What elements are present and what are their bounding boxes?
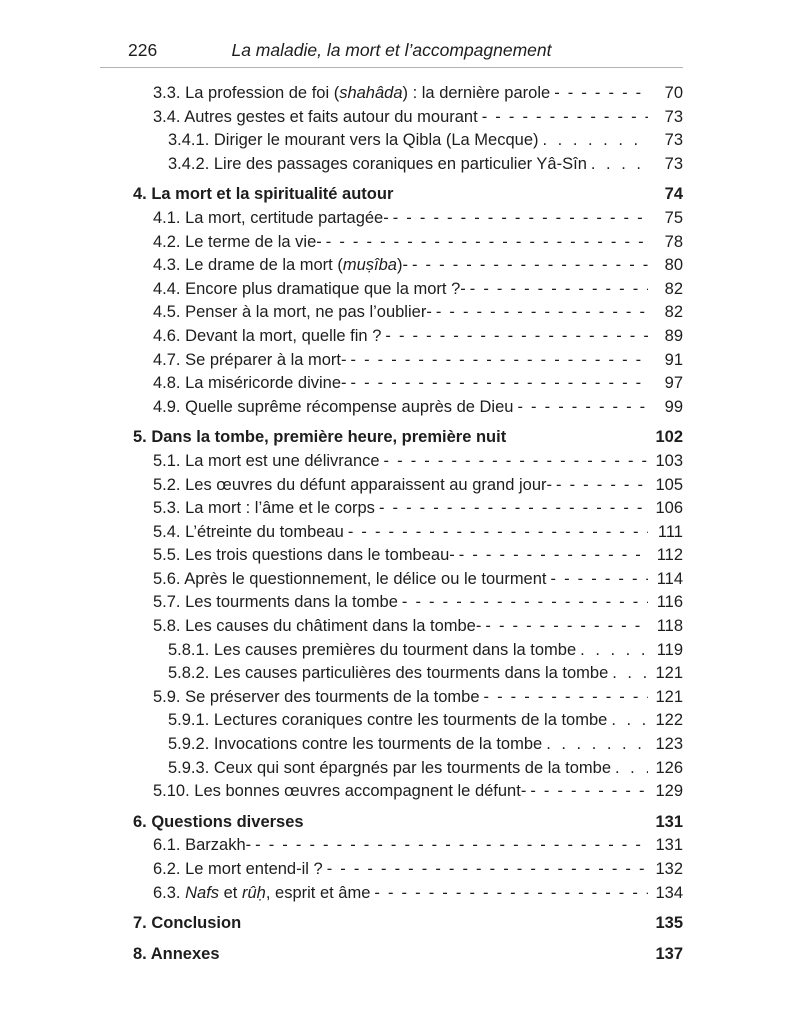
leader-dots: [607, 709, 648, 733]
toc-entry: [100, 231, 683, 255]
toc-entry-label: 3.4.1. Diriger le mourant vers la Qibla (La Mecque): [168, 131, 539, 150]
toc-entry-page: 91: [664, 350, 683, 369]
toc-entry: [100, 278, 683, 302]
toc-entry-label: 5.9.1. Lectures coraniques contre les tourments de la tombe: [168, 711, 608, 730]
toc-entry: [100, 686, 683, 710]
leader-dashes: [344, 521, 648, 545]
leader-dashes: [547, 568, 649, 592]
toc-entry-label: 4.2. Le terme de la vie-: [153, 232, 322, 251]
running-header: [100, 40, 683, 68]
toc-entry-page: 102: [655, 428, 683, 447]
leader-dashes: [251, 834, 648, 858]
leader-dashes: [478, 106, 648, 130]
toc-entry: [100, 372, 683, 396]
toc-entry: [100, 450, 683, 474]
toc-entry: [100, 757, 683, 781]
toc-entry: [100, 733, 683, 757]
toc-entry-page: 106: [655, 499, 683, 518]
toc-entry-page: 119: [656, 640, 683, 659]
leader-dashes: [550, 82, 648, 106]
toc-entry: [100, 254, 683, 278]
label-part: 4.3. Le drame de la mort (: [153, 256, 343, 275]
toc-entry-label: 6.2. Le mort entend-il ?: [153, 860, 323, 878]
toc-entry-label: 5.6. Après le questionnement, le délice ou le tourment: [153, 569, 547, 588]
leader-dashes: [455, 544, 648, 568]
toc-entry-page: 135: [655, 914, 683, 933]
toc-entry-label: 8. Annexes: [133, 944, 220, 963]
leader-dashes: [552, 474, 648, 498]
toc-entry-label: [153, 882, 370, 906]
label-part: 6.3.: [153, 883, 186, 902]
toc-entry-label: 4.1. La mort, certitude partagée-: [153, 208, 389, 227]
toc-entry-page: 123: [655, 735, 683, 754]
toc-entry: [100, 591, 683, 615]
toc-entry: [100, 106, 683, 130]
toc-entry-label: 4. La mort et la spiritualité autour: [133, 185, 394, 204]
label-part-italic: rûḥ: [241, 883, 266, 902]
toc-entry: [100, 497, 683, 521]
leader-dashes: [322, 231, 648, 255]
toc-entry-label: 5.2. Les œuvres du défunt apparaissent au grand jour-: [153, 475, 552, 494]
leader-dashes: [398, 591, 648, 615]
page-number: 226: [128, 40, 158, 60]
toc-entry: [100, 615, 683, 639]
toc-entry: [100, 349, 683, 373]
toc-entry-label: [153, 254, 408, 278]
toc-entry-label: 5.1. La mort est une délivrance: [153, 451, 380, 470]
label-part: , esprit et âme: [265, 883, 371, 902]
toc-entry-page: 114: [656, 569, 683, 588]
leader-dashes: [347, 372, 648, 396]
label-part: et: [219, 883, 242, 902]
toc-section-heading: [100, 943, 683, 967]
toc-entry-page: 73: [664, 154, 683, 173]
leader-dashes: [380, 450, 648, 474]
toc-entry: [100, 568, 683, 592]
toc-entry: [100, 82, 683, 106]
leader-dashes: [375, 497, 648, 521]
toc-entry-label: 4.5. Penser à la mort, ne pas l’oublier-: [153, 303, 432, 322]
toc-entry-page: 111: [657, 522, 683, 541]
toc-entry-page: 82: [664, 279, 683, 298]
toc-entry-label: 5.8.1. Les causes premières du tourment dans la tombe: [168, 640, 577, 659]
toc-entry-label: 4.4. Encore plus dramatique que la mort ?-: [153, 279, 466, 298]
toc-entry-label: 4.9. Quelle suprême récompense auprès de Dieu: [153, 397, 514, 416]
toc-entry-label: [153, 82, 550, 106]
leader-dashes: [481, 615, 648, 639]
leader-dots: [542, 733, 648, 757]
toc-entry: [100, 153, 683, 177]
toc-entry: [100, 834, 683, 858]
toc-entry-page: 131: [655, 836, 683, 855]
toc-entry-page: 75: [664, 208, 683, 227]
toc-entry-page: 121: [655, 664, 683, 683]
toc-entry-label: 4.8. La miséricorde divine-: [153, 374, 347, 393]
leader-dashes: [389, 207, 648, 231]
toc-entry-label: 5.9.3. Ceux qui sont épargnés par les tourments de la tombe: [168, 758, 612, 777]
label-part-italic: shahâda: [339, 84, 403, 102]
leader-dashes: [323, 858, 648, 882]
toc-entry-page: 80: [664, 256, 683, 275]
label-part-italic: Nafs: [185, 883, 220, 902]
toc-entry-label: 3.4. Autres gestes et faits autour du mourant: [153, 107, 478, 126]
leader-dashes: [526, 780, 648, 804]
toc-entry-label: 5.9.2. Invocations contre les tourments de la tombe: [168, 735, 543, 754]
leader-dashes: [513, 396, 648, 420]
toc-entry-page: 105: [655, 475, 683, 494]
toc-entry-label: 5.5. Les trois questions dans le tombeau-: [153, 546, 455, 565]
toc-entry-page: 89: [664, 326, 683, 345]
toc-entry-label: 5.9. Se préserver des tourments de la tombe: [153, 687, 480, 706]
leader-dashes: [381, 325, 648, 349]
toc-entry-page: 73: [664, 107, 683, 126]
label-part: ) : la dernière parole: [402, 84, 551, 102]
leader-dashes: [347, 349, 648, 373]
toc-section-heading: [100, 426, 683, 450]
toc-entry-label: 5. Dans la tombe, première heure, première nuit: [133, 428, 507, 447]
toc-entry-page: 132: [655, 860, 683, 878]
toc-entry: [100, 544, 683, 568]
leader-dots: [611, 757, 648, 781]
toc-section-heading: [100, 183, 683, 207]
toc-entry-label: 5.8.2. Les causes particulières des tourments dans la tombe: [168, 664, 609, 683]
toc-entry-label: 5.4. L’étreinte du tombeau: [153, 522, 344, 541]
toc-entry-page: 129: [655, 782, 683, 801]
toc-entry: [100, 521, 683, 545]
toc-entry-page: 103: [655, 451, 683, 470]
leader-dots: [587, 153, 648, 177]
leader-dashes: [408, 254, 648, 278]
toc-entry: [100, 129, 683, 153]
leader-dashes: [480, 686, 648, 710]
toc-entry: [100, 639, 683, 663]
toc-entry-page: 137: [655, 944, 683, 963]
toc-entry-page: 134: [655, 883, 683, 902]
toc-entry-label: 5.7. Les tourments dans la tombe: [153, 593, 398, 612]
toc-entry-label: 5.8. Les causes du châtiment dans la tombe-: [153, 617, 482, 636]
toc-entry-label: 5.10. Les bonnes œuvres accompagnent le défunt-: [153, 782, 527, 801]
toc-entry: [100, 396, 683, 420]
toc-entry-label: 5.3. La mort : l’âme et le corps: [153, 499, 375, 518]
toc-entry-label: 4.6. Devant la mort, quelle fin ?: [153, 326, 382, 345]
toc-entry: [100, 325, 683, 349]
toc-entry-label: 4.7. Se préparer à la mort-: [153, 350, 347, 369]
toc-entry: [100, 662, 683, 686]
toc-entry-label: 3.4.2. Lire des passages coraniques en particulier Yâ-Sîn: [168, 154, 587, 173]
toc-entry-page: 122: [655, 711, 683, 730]
toc-entry-page: 121: [655, 687, 683, 706]
toc-entry-label: 6.1. Barzakh-: [153, 836, 252, 855]
toc-entry-page: 74: [664, 185, 683, 204]
toc-entry-label: 7. Conclusion: [133, 914, 242, 933]
toc-entry: [100, 709, 683, 733]
toc-entry-page: 78: [664, 232, 683, 251]
toc-entry: [100, 780, 683, 804]
toc-entry: [100, 882, 683, 906]
leader-dots: [539, 129, 649, 153]
leader-dashes: [466, 278, 648, 302]
label-part-italic: muṣîba: [342, 256, 397, 275]
toc-section-heading: [100, 912, 683, 936]
toc-entry: [100, 207, 683, 231]
table-of-contents: [100, 82, 683, 966]
toc-entry-page: 70: [664, 84, 683, 102]
toc-entry-page: 82: [664, 303, 683, 322]
toc-entry-page: 118: [656, 617, 683, 636]
label-part: )-: [396, 256, 408, 275]
toc-entry-page: 126: [655, 758, 683, 777]
toc-entry-page: 112: [656, 546, 683, 565]
toc-entry: [100, 301, 683, 325]
toc-entry-page: 97: [664, 374, 683, 393]
toc-entry-page: 116: [656, 593, 683, 612]
leader-dashes: [432, 301, 648, 325]
toc-entry-page: 131: [655, 812, 683, 831]
label-part: 3.3. La profession de foi (: [153, 84, 340, 102]
toc-entry-label: 6. Questions diverses: [133, 812, 304, 831]
toc-section-heading: [100, 811, 683, 835]
leader-dashes: [370, 882, 648, 906]
toc-entry-page: 99: [664, 397, 683, 416]
running-title: La maladie, la mort et l’accompagnement: [231, 40, 552, 60]
leader-dots: [608, 662, 648, 686]
toc-entry: [100, 858, 683, 882]
leader-dots: [576, 639, 648, 663]
toc-entry: [100, 474, 683, 498]
toc-entry-page: 73: [664, 131, 683, 150]
